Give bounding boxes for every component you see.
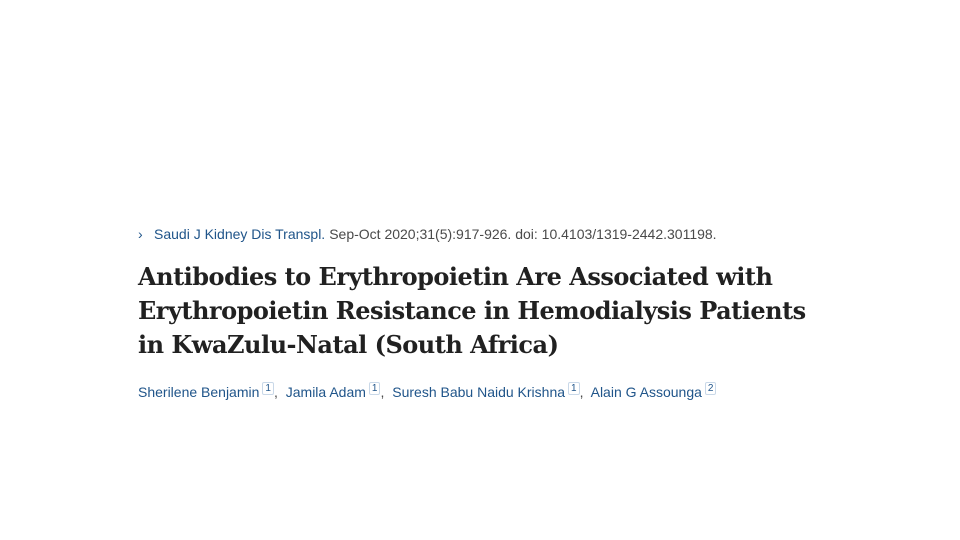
author-item — [286, 384, 381, 400]
author-separator: , — [273, 384, 278, 400]
author-list — [138, 382, 938, 402]
title-line-3: in KwaZulu-Natal (South Africa) — [138, 330, 559, 359]
author-item — [392, 384, 579, 400]
title-line-1: Antibodies to Erythropoietin Are Associated with — [138, 262, 773, 291]
citation-line — [138, 224, 938, 244]
author-link[interactable]: Sherilene Benjamin — [138, 384, 260, 400]
article-header — [138, 224, 938, 402]
affiliation-badge[interactable]: 2 — [705, 382, 717, 395]
author-link[interactable]: Suresh Babu Naidu Krishna — [392, 384, 566, 400]
author-link[interactable]: Alain G Assounga — [590, 384, 702, 400]
affiliation-badge[interactable]: 1 — [262, 382, 274, 395]
affiliation-badge[interactable]: 1 — [568, 382, 580, 395]
author-link[interactable]: Jamila Adam — [285, 384, 366, 400]
author-item — [138, 384, 274, 400]
author-item — [591, 384, 717, 400]
chevron-right-icon[interactable]: › — [138, 226, 143, 242]
journal-link[interactable]: Saudi J Kidney Dis Transpl. — [154, 226, 326, 242]
title-line-2: Erythropoietin Resistance in Hemodialysis Patients — [138, 296, 806, 325]
article-title — [138, 260, 938, 362]
author-separator: , — [380, 384, 385, 400]
citation-detail: Sep-Oct 2020;31(5):917-926. doi: 10.4103/1319-2442.301198. — [329, 226, 717, 242]
affiliation-badge[interactable]: 1 — [369, 382, 381, 395]
author-separator: , — [579, 384, 584, 400]
